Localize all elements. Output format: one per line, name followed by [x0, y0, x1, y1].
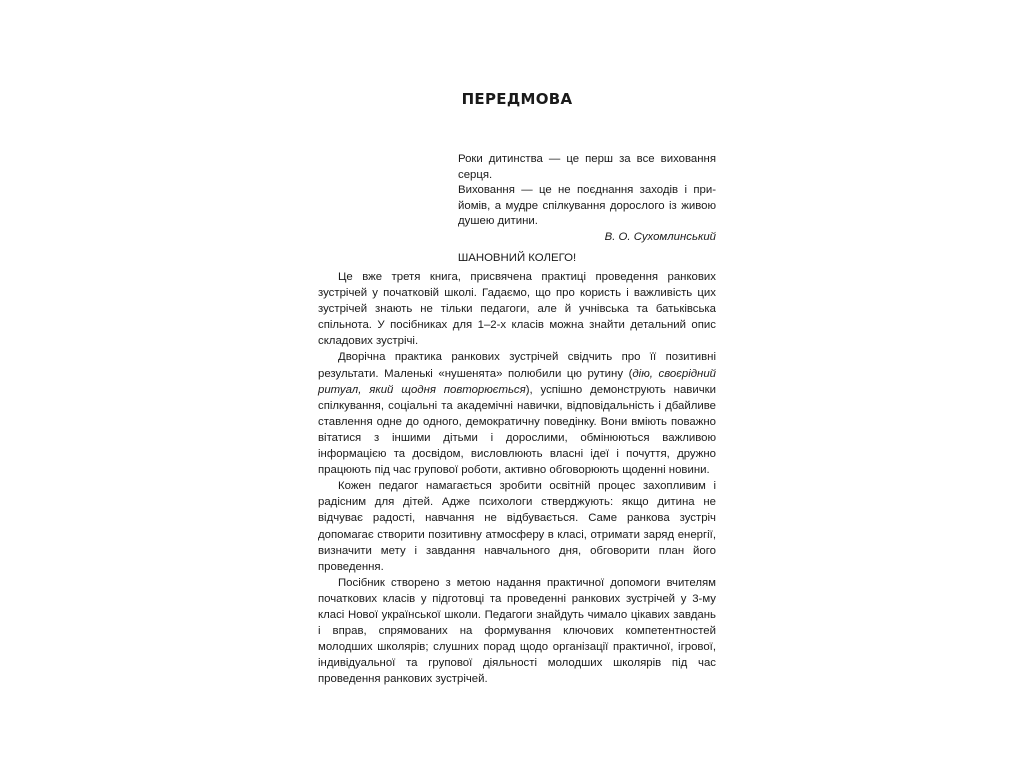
paragraph-2 [318, 349, 716, 478]
paragraph-2-start: Дворічна практика ранкових зустрічей свідчить про її позитивні результати. Маленькі «нушенята» полюбили цю рутину ( [318, 351, 716, 380]
page-title: ПЕРЕДМОВА [461, 90, 573, 108]
paragraph-1: Це вже третя книга, присвячена практиці проведення ранкових зустрічей у початковій школі. Гадаємо, що про користь і важливість цих зустрічей знають не тільки педагоги, але й учнівська та батьківська спільнота. У посібниках для 1–2-х класів можна знайти детальний опис складових зустрічі. [318, 271, 716, 348]
paragraph-4: Посібник створено з метою надання практичної допомоги вчителям початкових класів у підготовці та проведенні ранкових зустрічей у 3-му класі Нової української школи. Педагоги знайдуть чимало цікавих завдань і вправ, спрямованих на формування ключових компетентностей молодших школярів; слушних порад щодо організації практичної, ігрової, індивідуальної та групової діяльності молодших школярів під час проведення ранкових зустрічей. [318, 576, 716, 686]
epigraph [458, 152, 716, 246]
epigraph-author: В. О. Сухомлинський [604, 230, 716, 243]
body-text [318, 269, 716, 687]
paragraph-2-italic: дію, своєрідний ритуал, який щодня повторюється [318, 367, 716, 396]
epigraph-quote-1: Роки дитинства — це перш за все виховання серця. [458, 153, 716, 181]
paragraph-3: Кожен педагог намагається зробити освітній процес захопливим і радісним для дітей. Адже психологи стверджують: якщо дитина не відчуває радості, навчання не відбувається. Саме ранкова зустріч допомагає створити позитивну атмосферу в класі, отримати заряд енергії, визначити мету і завдання навчального дня, обговорити план його проведення. [318, 480, 716, 573]
salutation-heading: ШАНОВНИЙ КОЛЕГО! [457, 252, 577, 264]
paragraph-2-end: ), успішно демонструють навички спілкування, соціальні та академічні навички, відповідальність і дбайливе ставлення одне до одного, демократичну поведінку. Вони вміють поважно вітатися з іншими дітьми і дорослими, обмінюються важливою інформацією та досвідом, висловлюють власні ідеї і почуття, дружно працюють під час групової роботи, активно обговорюють щоденні новини. [318, 383, 716, 477]
epigraph-quote-2: Виховання — це не поєднання заходів і прийомів, а мудре спілкування дорослого із живою душею дитини. [458, 184, 716, 228]
